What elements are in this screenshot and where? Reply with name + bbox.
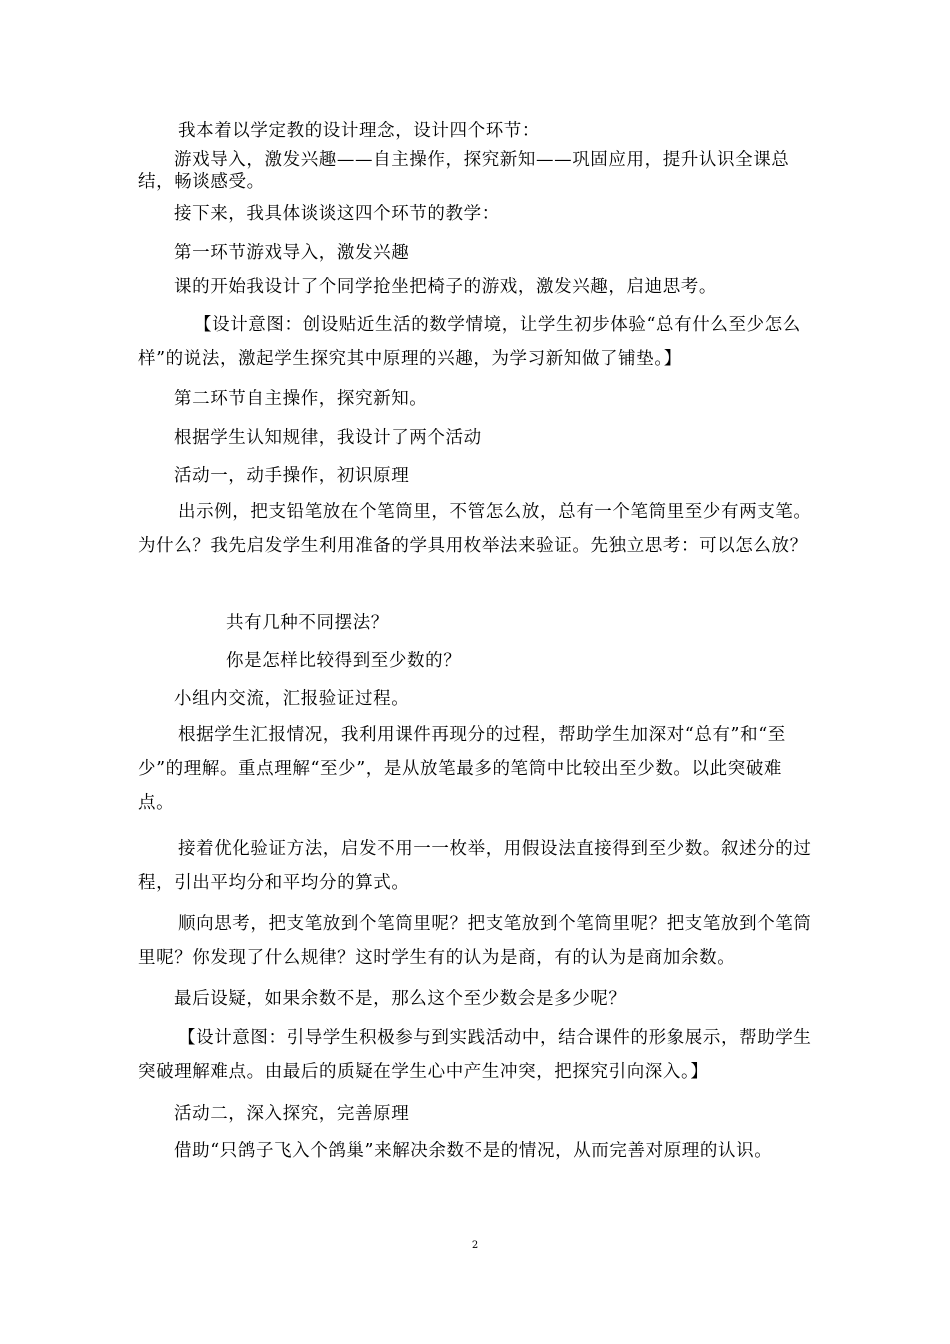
paragraph-report: 根据学生汇报情况，我利用课件再现分的过程，帮助学生加深对“总有”和“至少”的理解。重点理解“至少”，是从放笔最多的笔筒中比较出至少数。以此突破难点。 xyxy=(138,725,786,813)
paragraph-activities: 根据学生认知规律，我设计了两个活动 xyxy=(174,428,482,448)
paragraph-pigeon: 借助“只鸽子飞入个鸽巢”来解决余数不是的情况，从而完善对原理的认识。 xyxy=(174,1141,773,1161)
paragraph-group: 小组内交流，汇报验证过程。 xyxy=(174,689,410,709)
paragraph-question: 最后设疑，如果余数不是，那么这个至少数会是多少呢？ xyxy=(174,989,627,1009)
question-methods: 共有几种不同摆法？ xyxy=(226,613,389,633)
page-number: 2 xyxy=(471,1240,479,1251)
paragraph-optimize: 接着优化验证方法，启发不用一一枚举，用假设法直接得到至少数。叙述分的过程，引出平均分和平均分的算式。 xyxy=(138,839,812,893)
paragraph-game: 课的开始我设计了个同学抢坐把椅子的游戏，激发兴趣，启迪思考。 xyxy=(174,277,717,297)
paragraph-intro: 我本着以学定教的设计理念，设计四个环节： xyxy=(178,121,540,141)
paragraph-next: 接下来，我具体谈谈这四个环节的教学： xyxy=(174,204,500,224)
paragraph-design-intent-1: 【设计意图：创设贴近生活的数学情境，让学生初步体验“总有什么至少怎么样”的说法，激起学生探究其中原理的兴趣，为学习新知做了铺垫。】 xyxy=(138,315,801,369)
question-compare: 你是怎样比较得到至少数的？ xyxy=(226,651,462,671)
heading-activity-1: 活动一，动手操作，初识原理 xyxy=(174,466,410,486)
heading-activity-2: 活动二，深入探究，完善原理 xyxy=(174,1104,410,1124)
paragraph-example: 出示例，把支铅笔放在个笔筒里，不管怎么放，总有一个笔筒里至少有两支笔。为什么？我先启发学生利用准备的学具用枚举法来验证。先独立思考：可以怎么放？ xyxy=(138,502,812,556)
paragraph-forward-thinking: 顺向思考，把支笔放到个笔筒里呢？把支笔放到个笔筒里呢？把支笔放到个笔筒里呢？你发现了什么规律？这时学生有的认为是商，有的认为是商加余数。 xyxy=(138,914,812,968)
paragraph-steps: 游戏导入，激发兴趣——自主操作，探究新知——巩固应用，提升认识全课总结，畅谈感受。 xyxy=(138,150,790,192)
paragraph-design-intent-2: 【设计意图：引导学生积极参与到实践活动中，结合课件的形象展示，帮助学生突破理解难点。由最后的质疑在学生心中产生冲突，把探究引向深入。】 xyxy=(138,1028,812,1082)
heading-step-2: 第二环节自主操作，探究新知。 xyxy=(174,389,428,409)
heading-step-1: 第一环节游戏导入，激发兴趣 xyxy=(174,243,410,263)
